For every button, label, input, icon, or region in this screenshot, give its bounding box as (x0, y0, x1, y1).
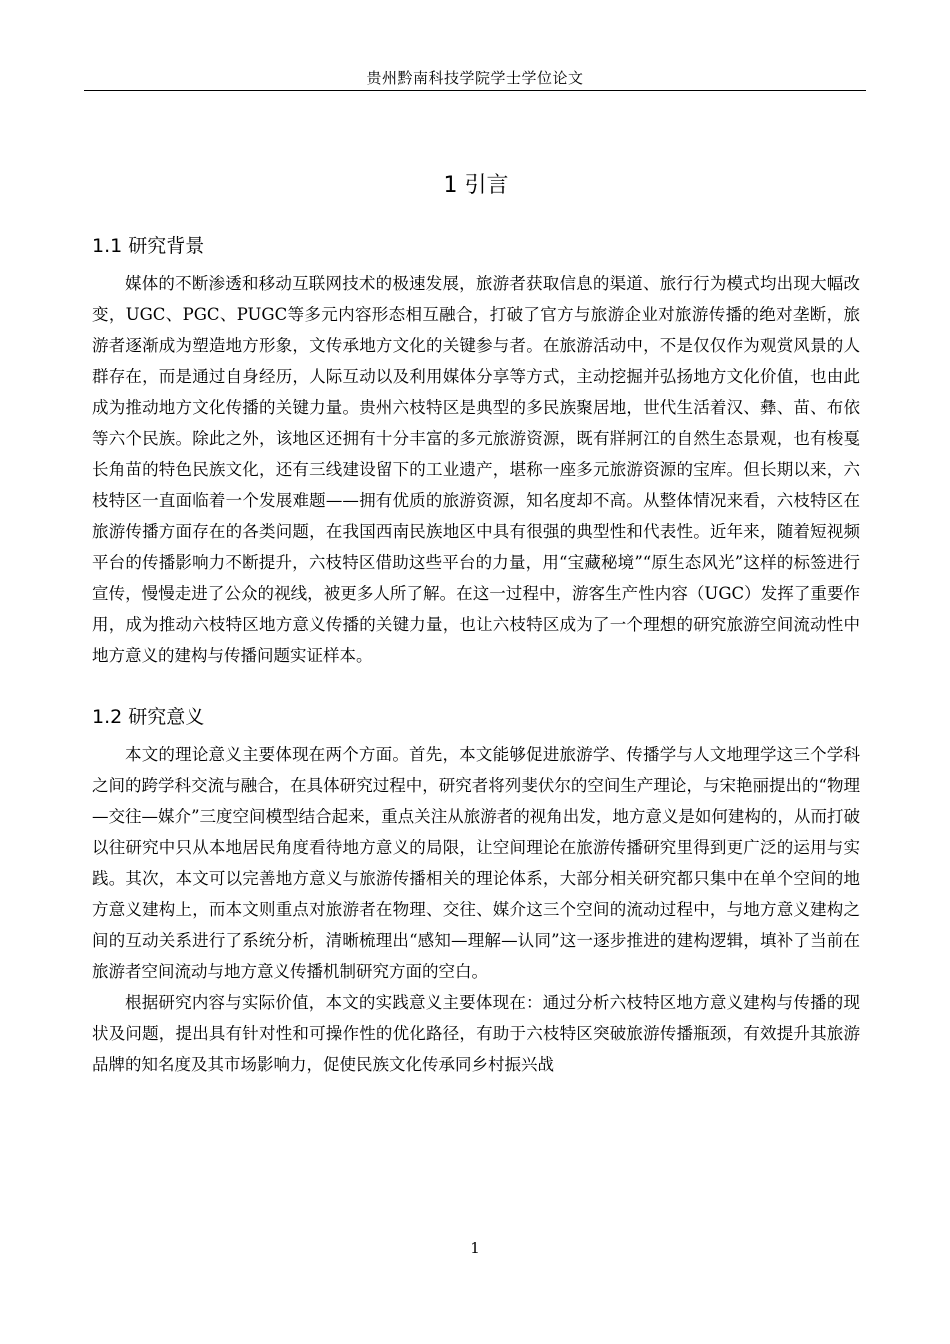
page-number: 1 (470, 1239, 480, 1257)
paragraph-theoretical-significance: 本文的理论意义主要体现在两个方面。首先，本文能够促进旅游学、传播学与人文地理学这三个学科之间的跨学科交流与融合，在具体研究过程中，研究者将列斐伏尔的空间生产理论，与宋艳丽提出的“物理—交往—媒介”三度空间模型结合起来，重点关注从旅游者的视角出发，地方意义是如何建构的，从而打破以往研究中只从本地居民角度看待地方意义的局限，让空间理论在旅游传播研究里得到更广泛的运用与实践。其次，本文可以完善地方意义与旅游传播相关的理论体系，大部分相关研究都只集中在单个空间的地方意义建构上，而本文则重点对旅游者在物理、交往、媒介这三个空间的流动过程中，与地方意义建构之间的互动关系进行了系统分析，清晰梳理出“感知—理解—认同”这一逐步推进的建构逻辑，填补了当前在旅游者空间流动与地方意义传播机制研究方面的空白。 (92, 745, 860, 981)
page-content (92, 168, 860, 1080)
paragraph-practical-significance: 根据研究内容与实际价值，本文的实践意义主要体现在：通过分析六枝特区地方意义建构与传播的现状及问题，提出具有针对性和可操作性的优化路径，有助于六枝特区突破旅游传播瓶颈，有效提升其旅游品牌的知名度及其市场影响力，促使民族文化传承同乡村振兴战 (92, 993, 860, 1074)
paragraph-background: 媒体的不断渗透和移动互联网技术的极速发展，旅游者获取信息的渠道、旅行行为模式均出现大幅改变，UGC、PGC、PUGC等多元内容形态相互融合，打破了官方与旅游企业对旅游传播的绝对垄断，旅游者逐渐成为塑造地方形象，文传承地方文化的关键参与者。在旅游活动中，不是仅仅作为观赏风景的人群存在，而是通过自身经历，人际互动以及利用媒体分享等方式，主动挖掘并弘扬地方文化价值，也由此成为推动地方文化传播的关键力量。贵州六枝特区是典型的多民族聚居地，世代生活着汉、彝、苗、布依等六个民族。除此之外，该地区还拥有十分丰富的多元旅游资源，既有牂牁江的自然生态景观，也有梭戛长角苗的特色民族文化，还有三线建设留下的工业遗产，堪称一座多元旅游资源的宝库。但长期以来，六枝特区一直面临着一个发展难题——拥有优质的旅游资源，知名度却不高。从整体情况来看，六枝特区在旅游传播方面存在的各类问题，在我国西南民族地区中具有很强的典型性和代表性。近年来，随着短视频平台的传播影响力不断提升，六枝特区借助这些平台的力量，用“宝藏秘境”“原生态风光”这样的标签进行宣传，慢慢走进了公众的视线，被更多人所了解。在这一过程中，游客生产性内容（UGC）发挥了重要作用，成为推动六枝特区地方意义传播的关键力量，也让六枝特区成为了一个理想的研究旅游空间流动性中地方意义的建构与传播问题实证样本。 (92, 274, 860, 665)
section-title-background: 1.1 研究背景 (92, 235, 205, 257)
thesis-header-title: 贵州黔南科技学院学士学位论文 (366, 69, 584, 87)
page-header (84, 68, 866, 91)
section-title-significance: 1.2 研究意义 (92, 706, 205, 728)
chapter-title: 1 引言 (443, 173, 509, 198)
